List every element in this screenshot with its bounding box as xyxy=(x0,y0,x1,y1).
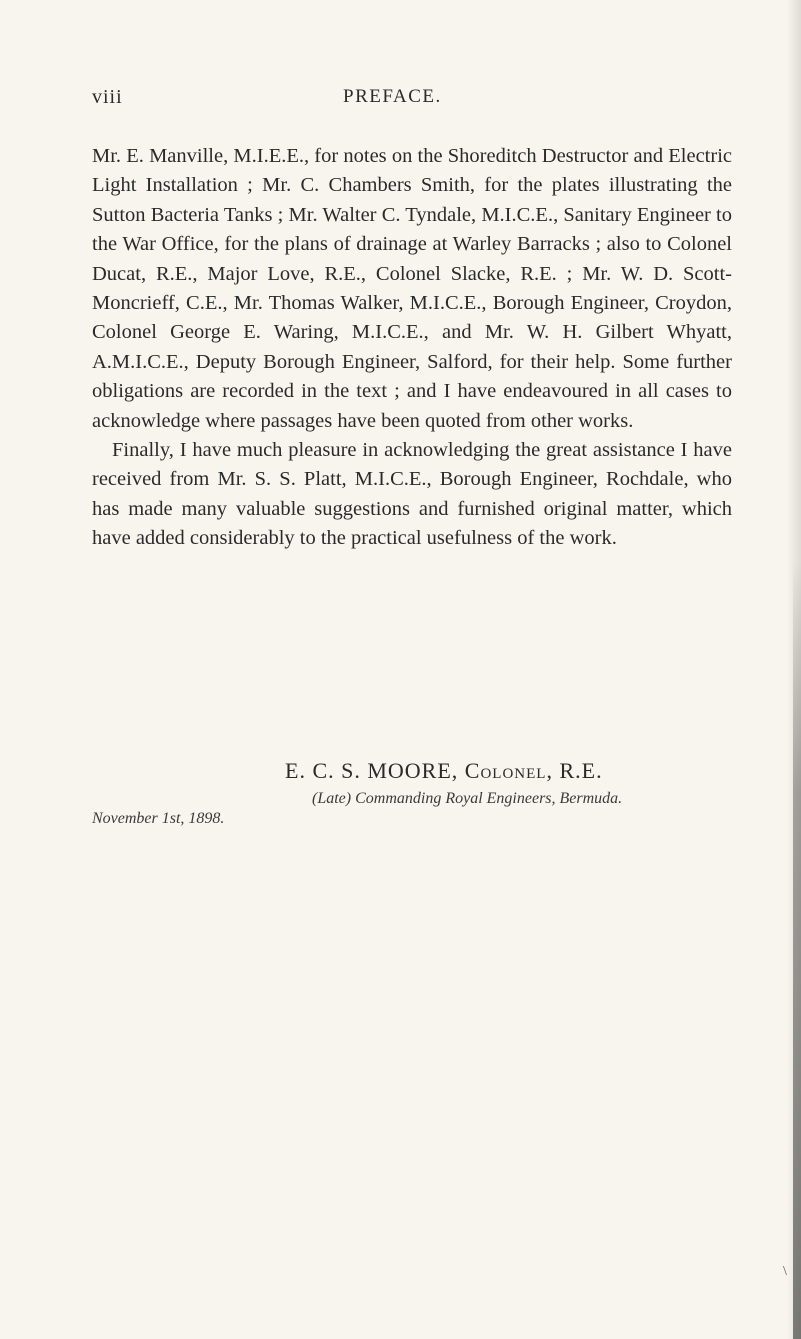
page-number: viii xyxy=(92,86,123,108)
page-header xyxy=(92,86,732,116)
paragraph-2: Finally, I have much pleasure in acknowledging the great assistance I have received from Mr. S. S. Platt, M.I.C.E., Borough Engineer, Rochdale, who has made many valuable suggestions and furnished original matter, which have added considerably to the practical usefulness of the work. xyxy=(92,439,732,550)
body-text xyxy=(92,142,732,554)
signature: E. C. S. MOORE, Colonel, R.E. xyxy=(285,758,603,783)
date-line: November 1st, 1898. xyxy=(92,810,225,827)
page-edge-dark xyxy=(793,560,801,1339)
paragraph-1: Mr. E. Manville, M.I.E.E., for notes on the Shoreditch Destructor and Electric Light Installation ; Mr. C. Chambers Smith, for the plates illustrating the Sutton Bacteria Tanks ; Mr. Walter C. Tyndale, M.I.C.E., Sanitary Engineer to the War Office, for the plans of drainage at Warley Barracks ; also to Colonel Ducat, R.E., Major Love, R.E., Colonel Slacke, R.E. ; Mr. W. D. Scott-Moncrieff, C.E., Mr. Thomas Walker, M.I.C.E., Borough Engineer, Croydon, Colonel George E. Waring, M.I.C.E., and Mr. W. H. Gilbert Whyatt, A.M.I.C.E., Deputy Borough Engineer, Salford, for their help. Some further obligations are recorded in the text ; and I have endeavoured in all cases to acknowledge where passages have been quoted from other works. xyxy=(92,145,732,432)
signature-corps: R.E. xyxy=(559,758,603,783)
signature-title: (Late) Commanding Royal Engineers, Bermuda. xyxy=(312,790,623,807)
running-title: PREFACE. xyxy=(343,86,442,107)
signature-rank: Colonel xyxy=(464,758,547,783)
scan-mark: \ xyxy=(783,1264,787,1279)
signature-name: E. C. S. MOORE, xyxy=(285,758,459,783)
